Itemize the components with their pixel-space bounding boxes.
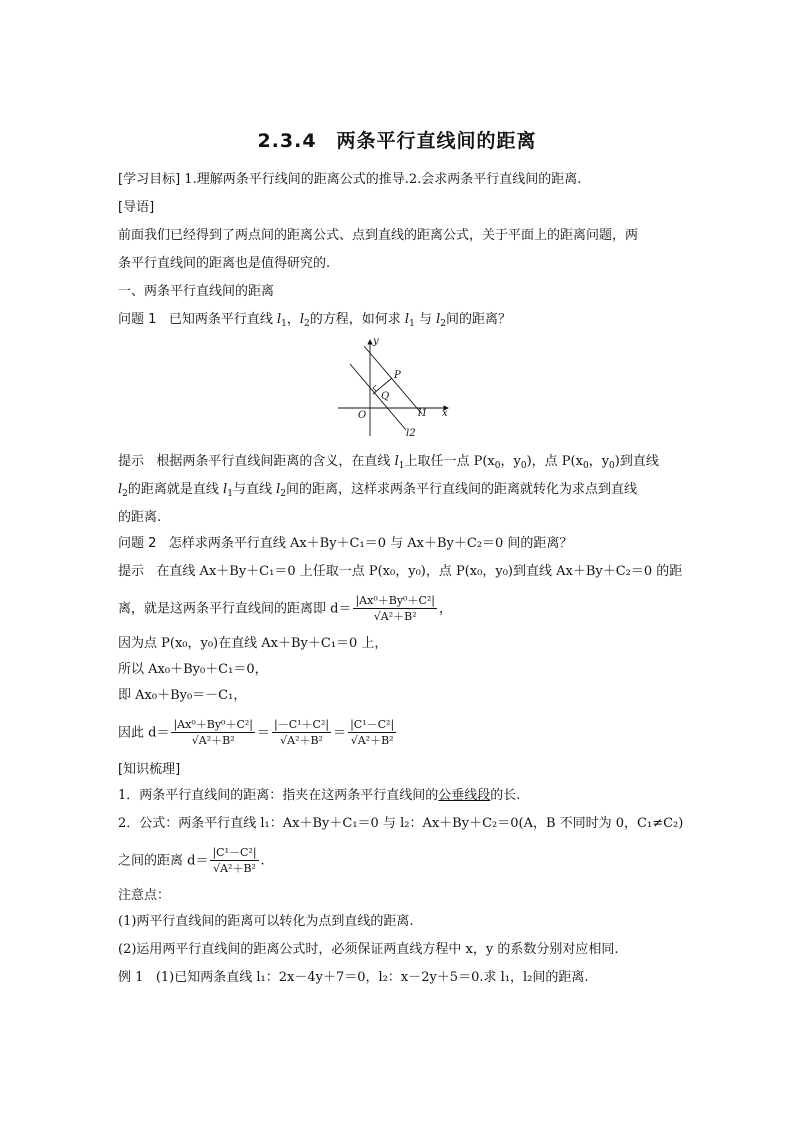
hint-2-text: 在直线 Ax＋By＋C₁＝0 上任取一点 P(x₀，y₀)，点 P(x₀，y₀)到直线 Ax＋By＋C₂＝0 的距 xyxy=(156,564,683,579)
hint-1-text: )到直线 xyxy=(614,454,659,469)
equals-sign: ＝ xyxy=(333,725,347,741)
hint-2-line-1 xyxy=(118,562,682,582)
note-1: (1)两平行直线间的距离可以转化为点到直线的距离. xyxy=(118,914,414,929)
knowledge-text: 1．两条平行直线间的距离：指夹在这两条平行直线间的 xyxy=(118,788,439,803)
hint-2-text: 因此 d＝ xyxy=(118,725,170,741)
hint-1-text: 根据两条平行直线间距离的含义，在直线 xyxy=(156,454,395,469)
knowledge-item-2-formula xyxy=(118,846,265,876)
knowledge-underlined-term: 公垂线段 xyxy=(438,788,491,803)
fraction-denominator: √A²＋B² xyxy=(280,734,323,747)
distance-fraction xyxy=(348,718,396,748)
example-1-text: (1)已知两条直线 l₁：2x－4y＋7＝0，l₂：x－2y＋5＝0.求 l₁，l₂间的距离. xyxy=(155,970,589,985)
knowledge-item-2: 2．公式：两条平行直线 l₁：Ax＋By＋C₁＝0 与 l₂：Ax＋By＋C₂＝0(A，B 不同时为 0，C₁≠C₂) xyxy=(118,816,684,831)
hint-2-text: ， xyxy=(438,601,452,617)
example-1-label: 例 1 xyxy=(118,970,144,985)
hint-2-line-2 xyxy=(118,594,452,624)
hint-1-text: 上取任一点 P(x xyxy=(404,454,495,469)
question-2 xyxy=(118,534,572,554)
hint-1-text: ，y xyxy=(588,454,610,469)
y-axis-label: y xyxy=(373,336,379,347)
hint-1-text: 的距离就是直线 xyxy=(127,482,224,497)
fraction-denominator: √A²＋B² xyxy=(213,862,256,875)
hint-1-text: ，y xyxy=(500,454,521,469)
hint-1-line-1: 提示 根据两条平行直线间距离的含义，在直线 $l_1$上取任一点 $P(x_0$，$y_0$)，点 $P(x_0$，$y_0$)到直线 xyxy=(118,454,659,471)
right-angle-mark xyxy=(373,385,376,391)
fraction-denominator: √A²＋B² xyxy=(373,610,417,623)
note-2: (2)运用两平行直线间的距离公式时，必须保证两直线方程中 x，y 的系数分别对应相同. xyxy=(118,942,619,957)
point-q-label: Q xyxy=(381,391,390,402)
fraction-numerator: |Ax⁰＋By⁰＋C²| xyxy=(173,718,253,731)
hint-2-line-4: 所以 Ax₀＋By₀＋C₁＝0， xyxy=(118,662,268,677)
fraction-numerator: |－C¹＋C²| xyxy=(274,718,330,731)
line-l1 xyxy=(364,346,422,414)
knowledge-text: 的长. xyxy=(490,788,521,803)
question-1-text: 的方程，如何求 xyxy=(309,312,405,327)
hint-1-text: 间的距离，这样求两条平行直线间的距离就转化为求点到直线 xyxy=(286,482,638,497)
line-l1-label: l1 xyxy=(418,408,428,419)
fraction-denominator: √A²＋B² xyxy=(350,734,394,747)
distance-fraction xyxy=(210,846,258,876)
knowledge-label: [知识梳理] xyxy=(118,762,181,777)
question-1-text: 间的距离？ xyxy=(446,312,512,327)
hint-2-line-3: 因为点 P(x₀，y₀)在直线 Ax＋By＋C₁＝0 上， xyxy=(118,636,388,651)
question-1-text: ， xyxy=(286,312,300,327)
learning-objectives xyxy=(118,170,581,190)
notes-label: 注意点： xyxy=(118,888,171,903)
hint-2-text: 离，就是这两条平行直线间的距离即 d＝ xyxy=(118,601,352,617)
question-1-text: 已知两条平行直线 xyxy=(168,312,277,327)
distance-fraction xyxy=(171,718,255,748)
hint-2-line-5: 即 Ax₀＋By₀＝－C₁， xyxy=(118,688,247,703)
question-2-text: 怎样求两条平行直线 Ax＋By＋C₁＝0 与 Ax＋By＋C₂＝0 间的距离？ xyxy=(168,536,573,551)
hint-1-label: 提示 xyxy=(118,454,145,469)
distance-fraction xyxy=(353,594,437,624)
fraction-numerator: |Ax⁰＋By⁰＋C²| xyxy=(355,594,435,607)
hint-2-line-6 xyxy=(118,718,398,748)
point-p-label: P xyxy=(394,370,401,381)
line-l2-label: l2 xyxy=(406,428,416,439)
fraction-numerator: |C¹－C²| xyxy=(350,718,395,731)
hint-1-line-3: 的距离. xyxy=(118,510,162,525)
intro-line-1: 前面我们已经得到了两点间的距离公式、点到直线的距离公式，关于平面上的距离问题，两 xyxy=(118,228,639,243)
objectives-text: 1.理解两条平行线间的距离公式的推导.2.会求两条平行直线间的距离. xyxy=(184,172,582,187)
intro-label: [导语] xyxy=(118,200,155,215)
question-2-label: 问题 2 xyxy=(118,536,157,551)
example-1 xyxy=(118,968,588,988)
hint-1-text: )，点 P(x xyxy=(526,454,583,469)
fraction-denominator: √A²＋B² xyxy=(191,734,235,747)
origin-label: O xyxy=(358,410,367,421)
knowledge-item-1 xyxy=(118,786,520,806)
question-1-label: 问题 1 xyxy=(118,312,157,327)
parallel-lines-figure xyxy=(330,334,460,442)
question-1-text: 与 xyxy=(414,312,437,327)
section-heading: 一、两条平行直线间的距离 xyxy=(118,284,275,299)
knowledge-text: 之间的距离 d＝ xyxy=(118,853,209,869)
hint-2-label: 提示 xyxy=(118,564,145,579)
distance-fraction xyxy=(272,718,331,748)
intro-line-2: 条平行直线间的距离也是值得研究的. xyxy=(118,256,331,271)
objectives-label: [学习目标] xyxy=(118,172,181,187)
knowledge-text: . xyxy=(260,853,265,869)
question-1: 问题 1 已知两条平行直线 $l_1$，$l_2$的方程，如何求 $l_1$ 与 $l_2$间的距离？ xyxy=(118,312,512,329)
fraction-numerator: |C¹－C²| xyxy=(212,846,257,859)
hint-1-text: 与直线 xyxy=(232,482,277,497)
equals-sign: ＝ xyxy=(256,725,270,741)
x-axis-label: x xyxy=(442,408,448,419)
page-title: 2.3.4 两条平行直线间的距离 xyxy=(257,130,537,152)
hint-1-line-2: $l_2$的距离就是直线 $l_1$与直线 $l_2$间的距离，这样求两条平行直线间的距离就转化为求点到直线 xyxy=(118,482,638,499)
